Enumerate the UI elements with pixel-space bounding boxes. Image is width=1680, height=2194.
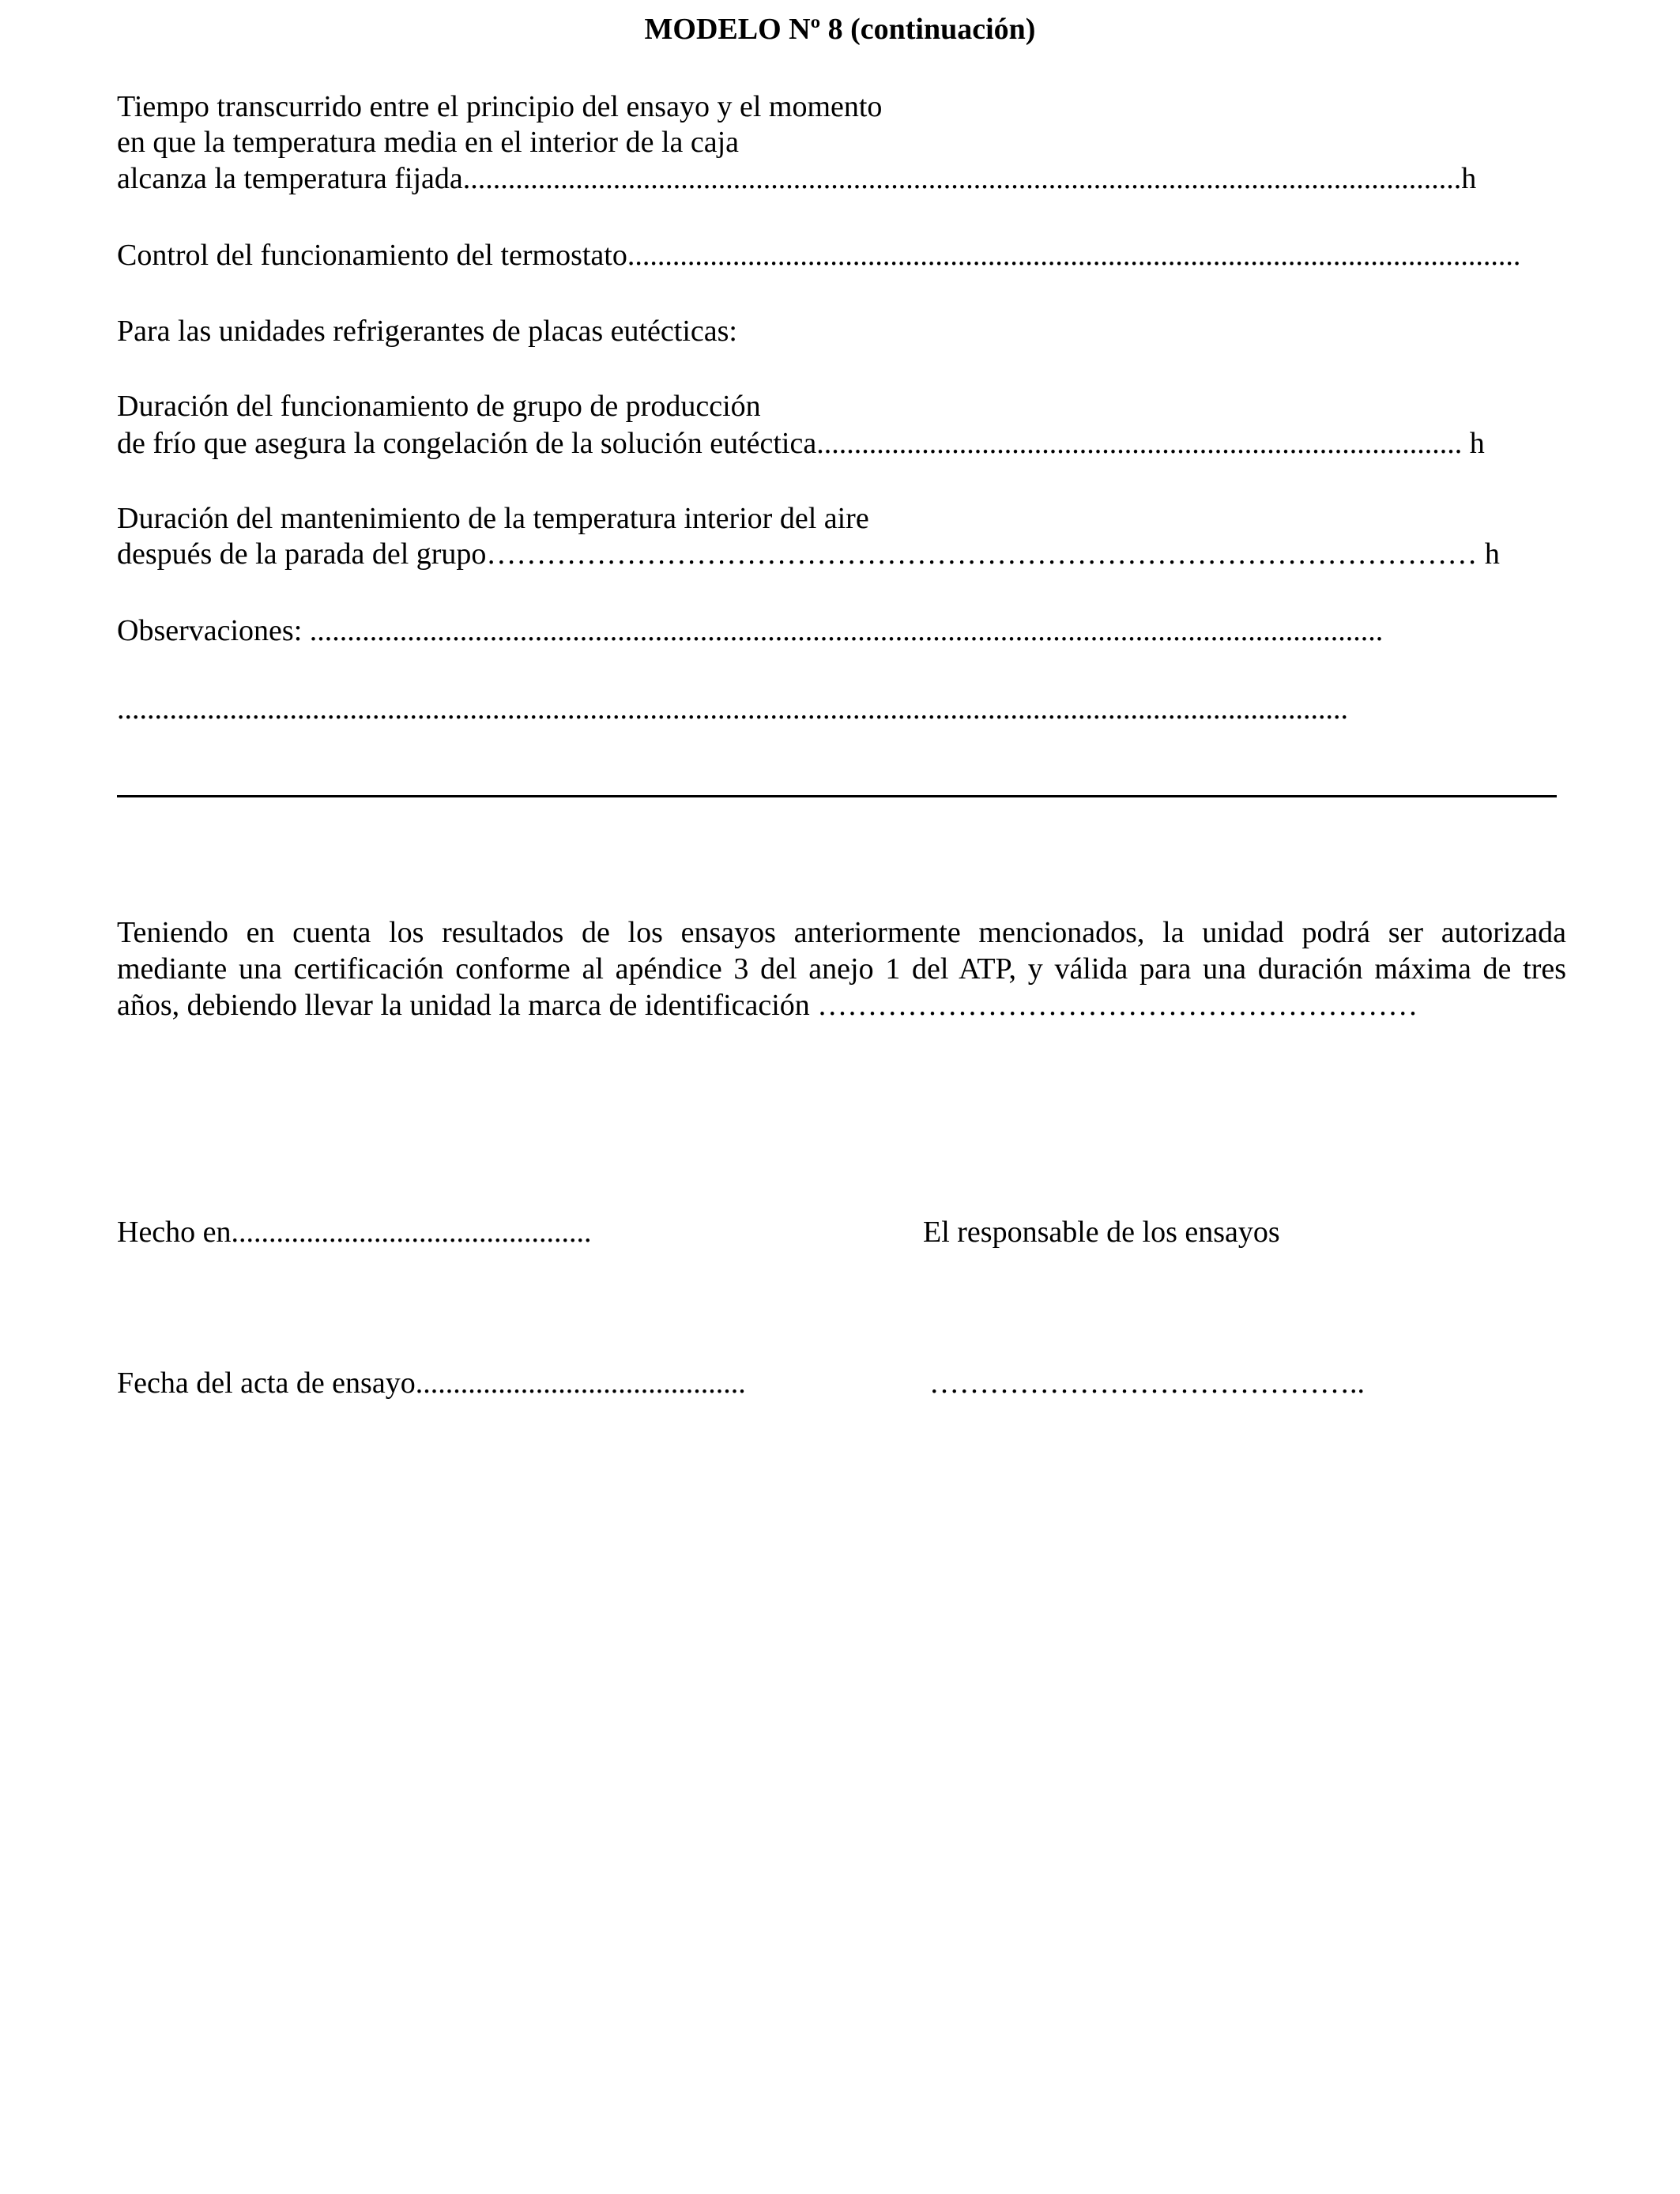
conclusion-paragraph: [117, 914, 1566, 1023]
conclusion-line-1: Teniendo en cuenta los resultados de los ensayos anteriormente mencionados, la unidad podrá ser autorizada: [117, 916, 1566, 949]
production-duration-line-2: de frío que asegura la congelación de la solución eutéctica...................................................................................... h: [117, 427, 1485, 460]
signature-line: ……………………………………..: [929, 1367, 1365, 1400]
observations-line-1: Observaciones: ...............................................................................................................................................: [117, 614, 1384, 647]
eutectic-heading: Para las unidades refrigerantes de placas eutécticas:: [117, 315, 737, 348]
report-date-field: Fecha del acta de ensayo............................................: [117, 1367, 746, 1400]
thermostat-control-line: Control del funcionamiento del termostato.......................................................................................................................: [117, 239, 1521, 272]
maintenance-duration-line-2: después de la parada del grupo……………………………………………………………………………………… h: [117, 537, 1500, 571]
responsible-label: El responsable de los ensayos: [923, 1216, 1280, 1249]
time-elapsed-line-3: alcanza la temperatura fijada.....................................................................................................................................h: [117, 162, 1477, 195]
observations-line-2: ....................................................................................................................................................................: [117, 692, 1348, 726]
time-elapsed-line-2: en que la temperatura media en el interior de la caja: [117, 126, 740, 159]
time-elapsed-line-1: Tiempo transcurrido entre el principio del ensayo y el momento: [117, 90, 883, 123]
maintenance-duration-line-1: Duración del mantenimiento de la temperatura interior del aire: [117, 502, 869, 535]
production-duration-line-1: Duración del funcionamiento de grupo de producción: [117, 390, 761, 423]
conclusion-line-3: años, debiendo llevar la unidad la marca de identificación ……………………………………………………: [117, 989, 1418, 1022]
conclusion-line-2: mediante una certificación conforme al apéndice 3 del anejo 1 del ATP, y válida para una duración máxima de tres: [117, 952, 1566, 986]
place-field: Hecho en................................................: [117, 1216, 592, 1249]
document-title: MODELO Nº 8 (continuación): [644, 13, 1036, 46]
separator-rule: [117, 795, 1557, 797]
